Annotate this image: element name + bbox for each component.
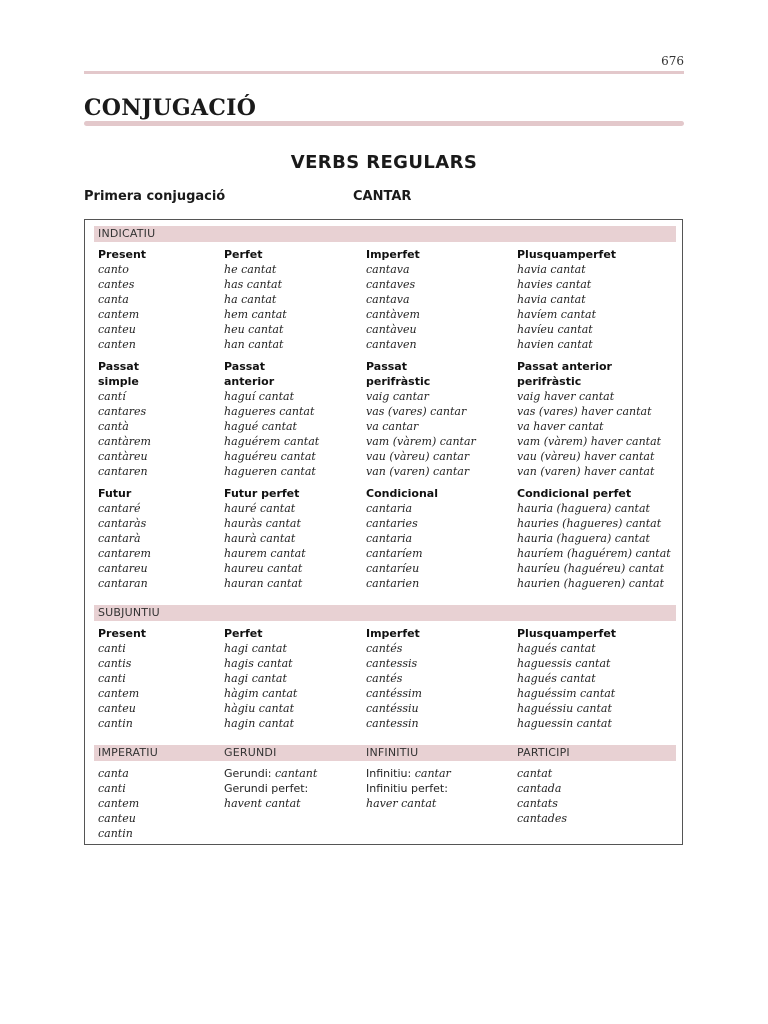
verb-form: cantaries [366, 517, 418, 530]
verb-form: hagin cantat [224, 717, 294, 730]
verb-form: canto [98, 263, 129, 276]
indicatiu-condicional-perfet-column [517, 486, 671, 591]
verb-form: hagué cantat [224, 420, 297, 433]
tense-header: Present [98, 627, 147, 640]
subjuntiu-perfet-column [224, 626, 297, 731]
verb-form: hauríeu (haguéreu) cantat [517, 562, 665, 575]
verb-label: CANTAR [353, 189, 412, 204]
verb-form: cantí [98, 390, 126, 403]
verb-form: hauríem (haguérem) cantat [517, 547, 671, 560]
verb-form: cantat [517, 767, 553, 780]
tense-header: perifràstic [517, 375, 582, 388]
verb-form: cantessin [366, 717, 419, 730]
verb-form: canti [98, 672, 126, 685]
verb-form: haguérem cantat [224, 435, 320, 448]
form-row [224, 766, 317, 781]
verb-form: cantés [366, 672, 403, 685]
verb-form: vaig cantar [366, 390, 429, 403]
indicatiu-passat-anterior-column [224, 359, 319, 479]
verb-form: cantar [414, 767, 451, 780]
verb-form: havíeu cantat [517, 323, 593, 336]
tense-header: Futur perfet [224, 487, 300, 500]
verb-form: hauràs cantat [224, 517, 301, 530]
verb-form: has cantat [224, 278, 282, 291]
verb-form: vau (vàreu) cantar [366, 450, 470, 463]
verb-form: hagi cantat [224, 642, 287, 655]
indicatiu-futur-perfet-column [224, 486, 306, 591]
verb-form: cantàvem [366, 308, 420, 321]
indicatiu-plusquamperfet-column [517, 247, 616, 352]
verb-form: haguessin cantat [517, 717, 612, 730]
verb-form: cantessis [366, 657, 418, 670]
verb-form: van (varen) haver cantat [517, 465, 655, 478]
verb-form: haver cantat [366, 797, 437, 810]
verb-form: havia cantat [517, 263, 586, 276]
top-rule [84, 71, 684, 74]
tense-header: Perfet [224, 627, 263, 640]
verb-form: canten [98, 338, 136, 351]
verb-form: canti [98, 642, 126, 655]
page-number: 676 [661, 54, 684, 68]
verb-form: van (varen) cantar [366, 465, 470, 478]
infinitiu-band-label: INFINITIU [366, 746, 419, 759]
verb-form: cantava [366, 293, 410, 306]
tense-header: Imperfet [366, 627, 420, 640]
form-label: Infinitiu: [366, 767, 415, 780]
verb-form: hàgim cantat [224, 687, 298, 700]
verb-form: haurien (hagueren) cantat [517, 577, 665, 590]
verb-form: haguí cantat [224, 390, 294, 403]
verb-form: cantin [98, 717, 133, 730]
infinitiu-column [366, 766, 451, 811]
verb-form: haurà cantat [224, 532, 296, 545]
verb-form: haguéreu cantat [224, 450, 316, 463]
verb-form: havent cantat [224, 797, 301, 810]
verb-form: han cantat [224, 338, 284, 351]
form-row [366, 796, 451, 811]
verb-form: cantaràs [98, 517, 147, 530]
participi-band-label: PARTICIPI [517, 746, 570, 759]
verb-form: haurem cantat [224, 547, 306, 560]
verb-form: hagueren cantat [224, 465, 316, 478]
indicatiu-band [94, 226, 676, 242]
verb-form: haguéssiu cantat [517, 702, 612, 715]
section-subtitle: VERBS REGULARS [290, 152, 478, 173]
verb-form: havíem cantat [517, 308, 597, 321]
verb-form: cantem [98, 687, 140, 700]
subjuntiu-plusquamperfet-column [517, 626, 616, 731]
subjuntiu-present-column [98, 626, 146, 731]
imperatiu-band-label: IMPERATIU [98, 746, 159, 759]
verb-form: cantaré [98, 502, 141, 515]
indicatiu-perfet-column [224, 247, 287, 352]
conjugation-label: Primera conjugació [84, 189, 226, 204]
verb-form: hàgiu cantat [224, 702, 294, 715]
verb-form: cantant [275, 767, 318, 780]
verb-form: havien cantat [517, 338, 593, 351]
gerundi-column [224, 766, 317, 811]
verb-form: cantaria [366, 502, 413, 515]
verb-form: va cantar [366, 420, 419, 433]
subjuntiu-imperfet-column [366, 626, 422, 731]
form-row [224, 781, 317, 796]
form-label: Gerundi: [224, 767, 275, 780]
indicatiu-futur-column [98, 486, 151, 591]
verb-form: cantà [98, 420, 129, 433]
tense-header: Present [98, 248, 147, 261]
tense-header: Futur [98, 487, 132, 500]
verb-form: hagi cantat [224, 672, 287, 685]
verb-form: heu cantat [224, 323, 284, 336]
tense-header: Passat [366, 360, 407, 373]
verb-form: canteu [98, 323, 136, 336]
verb-form: hauran cantat [224, 577, 303, 590]
verb-form: vaig haver cantat [517, 390, 615, 403]
verb-form: cantaríeu [366, 562, 420, 575]
verb-form: haguéssim cantat [517, 687, 616, 700]
verb-form: hauré cantat [224, 502, 296, 515]
tense-header: Condicional perfet [517, 487, 632, 500]
conjugation-table [84, 219, 683, 845]
verb-form: haureu cantat [224, 562, 303, 575]
tense-header: Plusquamperfet [517, 248, 617, 261]
tense-header: Plusquamperfet [517, 627, 617, 640]
verb-form: cantin [98, 827, 133, 840]
tense-header: Passat [98, 360, 139, 373]
indicatiu-present-column [98, 247, 146, 352]
verb-form: havia cantat [517, 293, 586, 306]
verb-form: vas (vares) haver cantat [517, 405, 652, 418]
verb-form: vam (vàrem) haver cantat [517, 435, 662, 448]
indicatiu-imperfet-column [366, 247, 420, 352]
verb-form: cantàreu [98, 450, 148, 463]
verb-form: cantàveu [366, 323, 417, 336]
verb-form: cantares [98, 405, 147, 418]
verb-form: havies cantat [517, 278, 592, 291]
verb-form: cantarà [98, 532, 141, 545]
verb-form: he cantat [224, 263, 277, 276]
verb-form: cantaves [366, 278, 416, 291]
verb-form: cantaríem [366, 547, 423, 560]
verb-form: va haver cantat [517, 420, 604, 433]
tense-header: Condicional [366, 487, 438, 500]
heading-rule [84, 121, 684, 126]
verb-form: cantaren [98, 465, 148, 478]
verb-form: cantis [98, 657, 132, 670]
subjuntiu-band-label: SUBJUNTIU [98, 606, 160, 619]
verb-form: cantareu [98, 562, 148, 575]
tense-header: perifràstic [366, 375, 431, 388]
indicatiu-passat-anterior-perifrastic-column [517, 359, 661, 479]
verb-form: canteu [98, 812, 136, 825]
tense-header: anterior [224, 375, 275, 388]
verb-form: cantaran [98, 577, 148, 590]
page-heading: CONJUGACIÓ [84, 95, 257, 121]
verb-form: hagueres cantat [224, 405, 315, 418]
tense-header: Imperfet [366, 248, 420, 261]
tense-header: simple [98, 375, 139, 388]
verb-form: haguessis cantat [517, 657, 611, 670]
verb-form: canteu [98, 702, 136, 715]
subjuntiu-band [94, 605, 676, 621]
verb-form: canta [98, 293, 129, 306]
verb-form: cantàrem [98, 435, 151, 448]
verb-form: cantarem [98, 547, 151, 560]
indicatiu-passat-perifrastic-column [366, 359, 476, 479]
verb-form: cantaven [366, 338, 417, 351]
verb-form: hem cantat [224, 308, 287, 321]
verb-form: hagués cantat [517, 642, 596, 655]
tense-header: Perfet [224, 248, 263, 261]
verb-form: cantem [98, 797, 140, 810]
indicatiu-band-label: INDICATIU [98, 227, 156, 240]
verb-form: cantades [517, 812, 567, 825]
verb-form: cantem [98, 308, 140, 321]
verb-form: cantaria [366, 532, 413, 545]
verb-form: cantéssim [366, 687, 422, 700]
verb-form: cantés [366, 642, 403, 655]
verb-form: hagués cantat [517, 672, 596, 685]
verb-form: cantarien [366, 577, 420, 590]
verb-form: cantats [517, 797, 558, 810]
participi-column [517, 766, 567, 826]
form-row [366, 766, 451, 781]
verb-form: vas (vares) cantar [366, 405, 467, 418]
form-label: Gerundi perfet: [224, 782, 309, 795]
verb-form: hagis cantat [224, 657, 293, 670]
verb-form: cantada [517, 782, 562, 795]
verb-form: vam (vàrem) cantar [366, 435, 476, 448]
verb-form: canti [98, 782, 126, 795]
tense-header: Passat [224, 360, 265, 373]
imperatiu-column [98, 766, 139, 841]
verb-form: hauria (haguera) cantat [517, 502, 650, 515]
verb-form: cantava [366, 263, 410, 276]
verb-form: vau (vàreu) haver cantat [517, 450, 655, 463]
verb-form: cantéssiu [366, 702, 419, 715]
indicatiu-condicional-column [366, 486, 438, 591]
verb-form: hauria (haguera) cantat [517, 532, 650, 545]
verb-form: ha cantat [224, 293, 277, 306]
form-label: Infinitiu perfet: [366, 782, 448, 795]
indicatiu-passat-simple-column [98, 359, 151, 479]
form-row [366, 781, 451, 796]
verb-form: hauries (hagueres) cantat [517, 517, 662, 530]
verb-form: canta [98, 767, 129, 780]
gerundi-band-label: GERUNDI [224, 746, 277, 759]
tense-header: Passat anterior [517, 360, 612, 373]
nonfinite-band [94, 745, 676, 761]
verb-form: cantes [98, 278, 135, 291]
form-row [224, 796, 317, 811]
